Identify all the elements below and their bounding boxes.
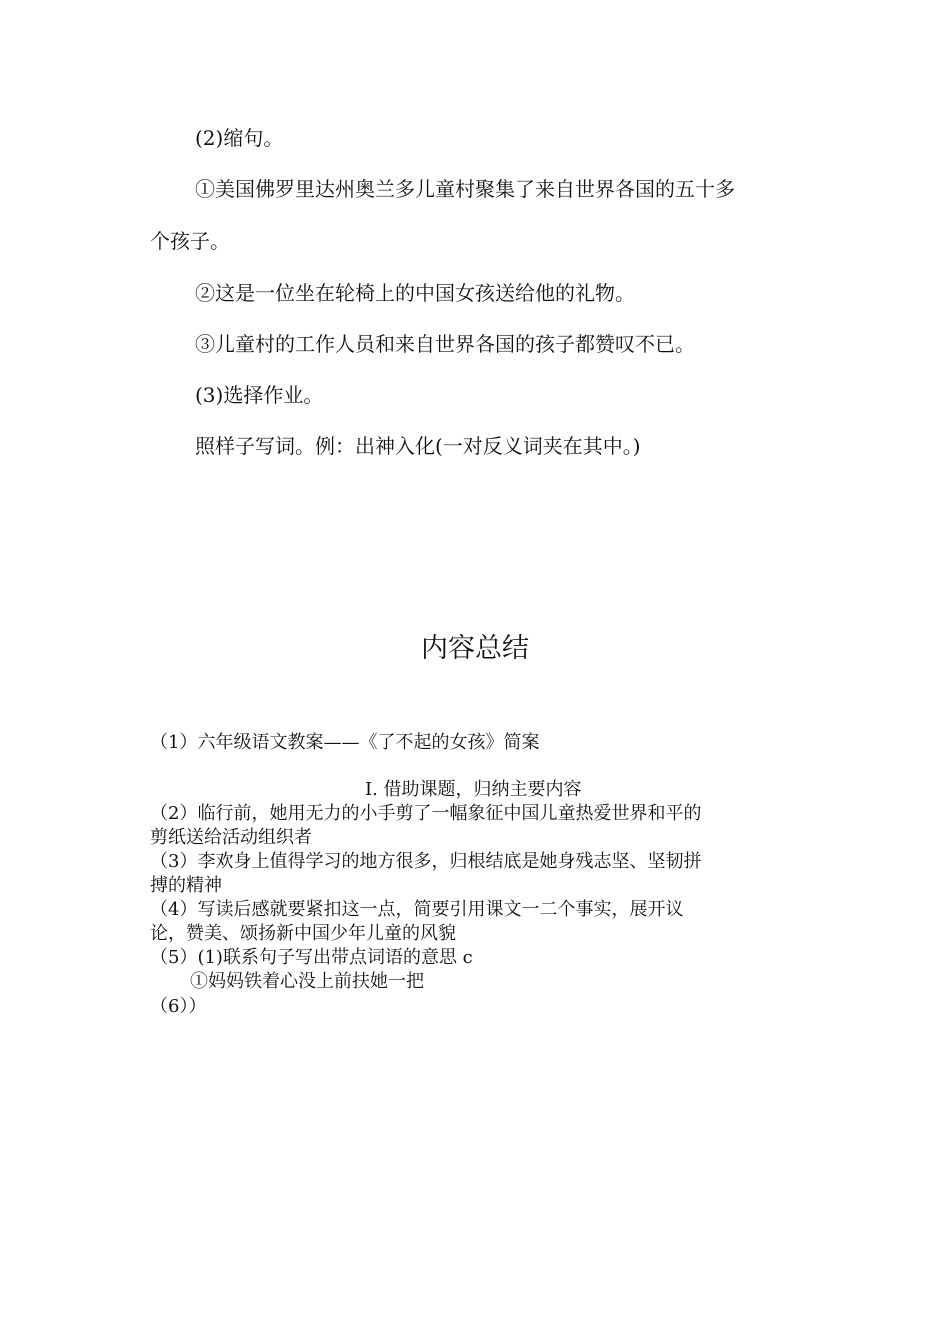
summary-item: I. 借助课题，归纳主要内容 bbox=[365, 779, 582, 800]
summary-item: ①妈妈铁着心没上前扶她一把 bbox=[190, 971, 424, 992]
summary-item: （1）六年级语文教案——《了不起的女孩》简案 bbox=[150, 732, 540, 753]
summary-item: （5）(1)联系句子写出带点词语的意思 c bbox=[150, 947, 473, 968]
summary-title: 内容总结 bbox=[421, 633, 529, 664]
sentence2: ②这是一位坐在轮椅上的中国女孩送给他的礼物。 bbox=[195, 281, 635, 305]
summary-item: （6）） bbox=[150, 996, 207, 1017]
summary-item: （3）李欢身上值得学习的地方很多，归根结底是她身残志坚、坚韧拼 bbox=[150, 851, 702, 872]
summary-item: （2）临行前，她用无力的小手剪了一幅象征中国儿童热爱世界和平的 bbox=[150, 803, 702, 824]
summary-item: 搏的精神 bbox=[150, 875, 222, 896]
sentence3: ③儿童村的工作人员和来自世界各国的孩子都赞叹不已。 bbox=[195, 332, 695, 356]
summary-item: 论，赞美、颂扬新中国少年儿童的风貌 bbox=[150, 923, 456, 944]
summary-item: （4）写读后感就要紧扣这一点，简要引用课文一二个事实，展开议 bbox=[150, 899, 684, 920]
sentence1-line1: ①美国佛罗里达州奥兰多儿童村聚集了来自世界各国的五十多 bbox=[195, 177, 735, 201]
summary-item: 剪纸送给活动组织者 bbox=[150, 827, 312, 848]
item3-instruction: 照样子写词。例：出神入化(一对反义词夹在其中。) bbox=[195, 434, 641, 458]
sentence1-line2: 个孩子。 bbox=[150, 229, 230, 253]
item2-heading: (2)缩句。 bbox=[195, 126, 284, 150]
item3-heading: (3)选择作业。 bbox=[195, 383, 324, 407]
